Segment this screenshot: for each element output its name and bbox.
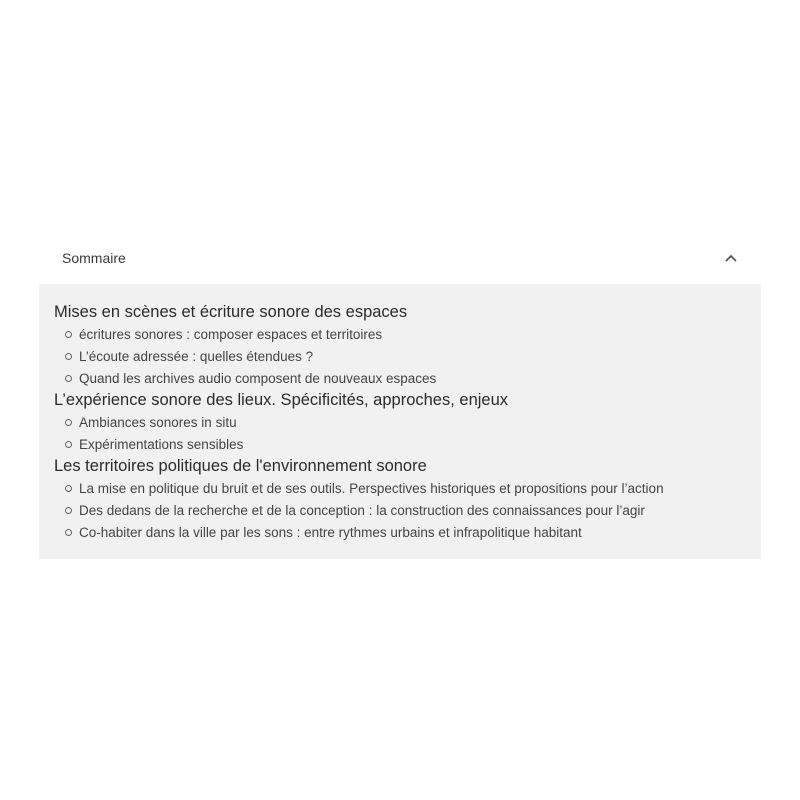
bullet-icon xyxy=(65,353,72,360)
toc-sub-list xyxy=(54,411,746,455)
toc-sub-item[interactable] xyxy=(54,367,746,389)
chevron-up-icon[interactable] xyxy=(724,251,738,265)
toc-sub-item[interactable] xyxy=(54,411,746,433)
toc-header-toggle[interactable] xyxy=(39,232,761,284)
toc-sub-item-label: Des dedans de la recherche et de la conception : la construction des connaissances pour l’agir xyxy=(79,502,645,518)
toc-sub-item-label: Quand les archives audio composent de nouveaux espaces xyxy=(79,370,437,386)
toc-sub-item[interactable] xyxy=(54,433,746,455)
toc-sub-item[interactable] xyxy=(54,521,746,543)
bullet-icon xyxy=(65,375,72,382)
bullet-icon xyxy=(65,331,72,338)
bullet-icon xyxy=(65,441,72,448)
toc-body xyxy=(39,284,761,559)
toc-section-title[interactable]: L’expérience sonore des lieux. Spécificités, approches, enjeux xyxy=(54,391,509,409)
toc-sub-item[interactable] xyxy=(54,477,746,499)
bullet-icon xyxy=(65,485,72,492)
toc-section-title[interactable]: Mises en scènes et écriture sonore des espaces xyxy=(54,303,408,321)
bullet-icon xyxy=(65,419,72,426)
toc-sub-list xyxy=(54,323,746,389)
toc-sub-item-label: Expérimentations sensibles xyxy=(79,436,244,452)
toc-title: Sommaire xyxy=(62,250,126,266)
bullet-icon xyxy=(65,529,72,536)
toc-sub-list xyxy=(54,477,746,543)
toc-section-title[interactable]: Les territoires politiques de l'environnement sonore xyxy=(54,457,427,475)
toc-sub-item-label: Ambiances sonores in situ xyxy=(79,414,237,430)
toc-sub-item[interactable] xyxy=(54,345,746,367)
table-of-contents xyxy=(39,232,761,559)
toc-sub-item-label: La mise en politique du bruit et de ses outils. Perspectives historiques et propositions pour l’action xyxy=(79,480,664,496)
toc-sub-item-label: écritures sonores : composer espaces et territoires xyxy=(79,326,383,342)
toc-sub-item[interactable] xyxy=(54,323,746,345)
toc-sub-item-label: Co-habiter dans la ville par les sons : entre rythmes urbains et infrapolitique habitant xyxy=(79,524,582,540)
toc-sub-item[interactable] xyxy=(54,499,746,521)
bullet-icon xyxy=(65,507,72,514)
toc-sub-item-label: L’écoute adressée : quelles étendues ? xyxy=(79,348,314,364)
